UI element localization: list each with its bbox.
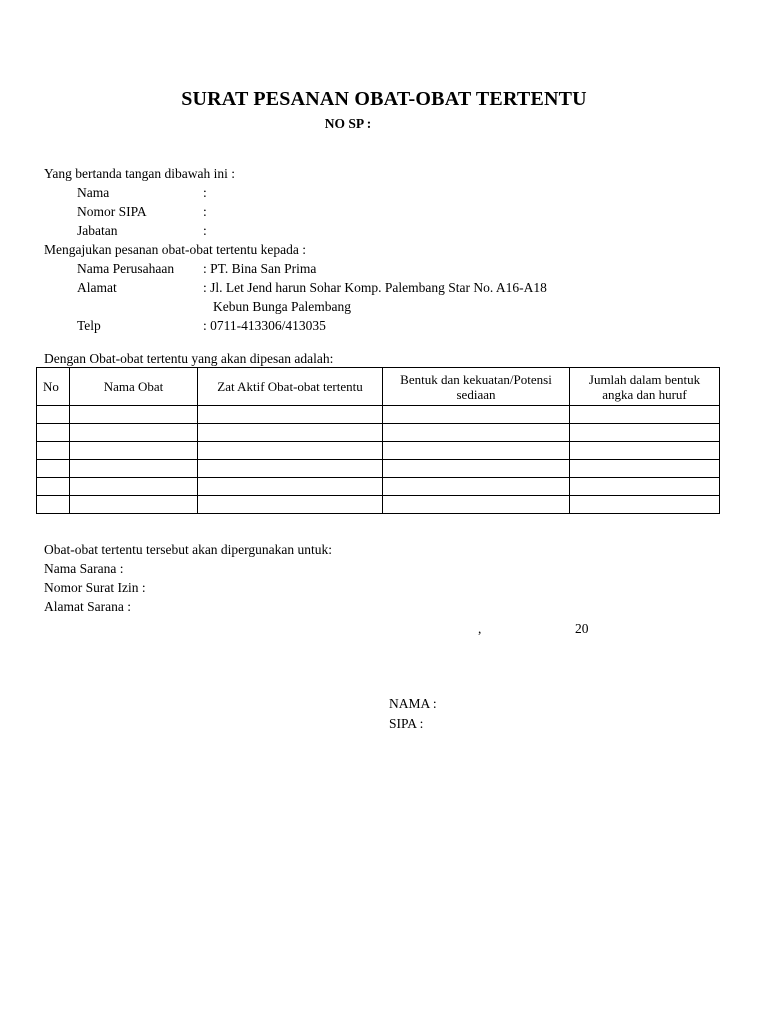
signer-name-signature-label[interactable]: NAMA : (389, 696, 437, 711)
order-table (36, 367, 720, 514)
table-row (37, 478, 720, 496)
company-label: Nama Perusahaan (77, 261, 175, 276)
table-cell[interactable] (383, 460, 570, 478)
signer-sipa-label: Nomor SIPA (77, 204, 147, 219)
table-cell[interactable] (37, 478, 70, 496)
table-cell[interactable] (37, 424, 70, 442)
address-value-line2: Kebun Bunga Palembang (213, 299, 351, 314)
table-cell[interactable] (383, 424, 570, 442)
table-cell[interactable] (383, 406, 570, 424)
column-header-no: No (37, 368, 70, 406)
table-cell[interactable] (570, 496, 720, 514)
table-cell[interactable] (570, 478, 720, 496)
table-cell[interactable] (70, 406, 198, 424)
table-cell[interactable] (37, 442, 70, 460)
facility-address-label[interactable]: Alamat Sarana : (44, 599, 131, 614)
table-cell[interactable] (70, 424, 198, 442)
table-cell[interactable] (70, 460, 198, 478)
table-cell[interactable] (198, 442, 383, 460)
date-year[interactable]: 20 (575, 621, 589, 636)
signer-sipa-signature-label[interactable]: SIPA : (389, 716, 424, 731)
column-header-dosage-form: Bentuk dan kekuatan/Potensi sediaan (383, 368, 570, 406)
signer-name-value[interactable]: : (203, 185, 207, 200)
sp-number-label: NO SP : (324, 116, 372, 131)
table-cell[interactable] (37, 496, 70, 514)
column-header-active-ingredient: Zat Aktif Obat-obat tertentu (198, 368, 383, 406)
table-cell[interactable] (70, 478, 198, 496)
table-cell[interactable] (570, 406, 720, 424)
table-header-row (37, 368, 720, 406)
table-cell[interactable] (70, 442, 198, 460)
column-header-drug-name: Nama Obat (70, 368, 198, 406)
signer-intro: Yang bertanda tangan dibawah ini : (44, 166, 235, 181)
order-table-intro: Dengan Obat-obat tertentu yang akan dipesan adalah: (44, 351, 334, 366)
column-header-quantity: Jumlah dalam bentuk angka dan huruf (570, 368, 720, 406)
table-cell[interactable] (570, 424, 720, 442)
page-title: SURAT PESANAN OBAT-OBAT TERTENTU (181, 88, 587, 110)
table-row (37, 496, 720, 514)
phone-value: : 0711-413306/413035 (203, 318, 326, 333)
signer-name-label: Nama (77, 185, 110, 200)
signer-position-label: Jabatan (77, 223, 118, 238)
table-cell[interactable] (198, 460, 383, 478)
supplier-intro: Mengajukan pesanan obat-obat tertentu kepada : (44, 242, 307, 257)
table-row (37, 460, 720, 478)
table-cell[interactable] (198, 424, 383, 442)
company-value: : PT. Bina San Prima (203, 261, 317, 276)
table-row (37, 424, 720, 442)
table-row (37, 442, 720, 460)
address-value-line1: : Jl. Let Jend harun Sohar Komp. Palembang Star No. A16-A18 (203, 280, 547, 295)
signer-sipa-value[interactable]: : (203, 204, 207, 219)
table-cell[interactable] (70, 496, 198, 514)
table-cell[interactable] (37, 406, 70, 424)
table-cell[interactable] (383, 496, 570, 514)
table-cell[interactable] (383, 478, 570, 496)
table-cell[interactable] (198, 496, 383, 514)
signer-position-value[interactable]: : (203, 223, 207, 238)
date-comma: , (478, 621, 482, 636)
table-cell[interactable] (383, 442, 570, 460)
usage-intro: Obat-obat tertentu tersebut akan dipergunakan untuk: (44, 542, 333, 557)
table-cell[interactable] (570, 460, 720, 478)
phone-label: Telp (77, 318, 101, 333)
table-cell[interactable] (570, 442, 720, 460)
table-row (37, 406, 720, 424)
table-cell[interactable] (198, 478, 383, 496)
facility-name-label[interactable]: Nama Sarana : (44, 561, 124, 576)
address-label: Alamat (77, 280, 117, 295)
table-cell[interactable] (198, 406, 383, 424)
table-cell[interactable] (37, 460, 70, 478)
permit-number-label[interactable]: Nomor Surat Izin : (44, 580, 146, 595)
